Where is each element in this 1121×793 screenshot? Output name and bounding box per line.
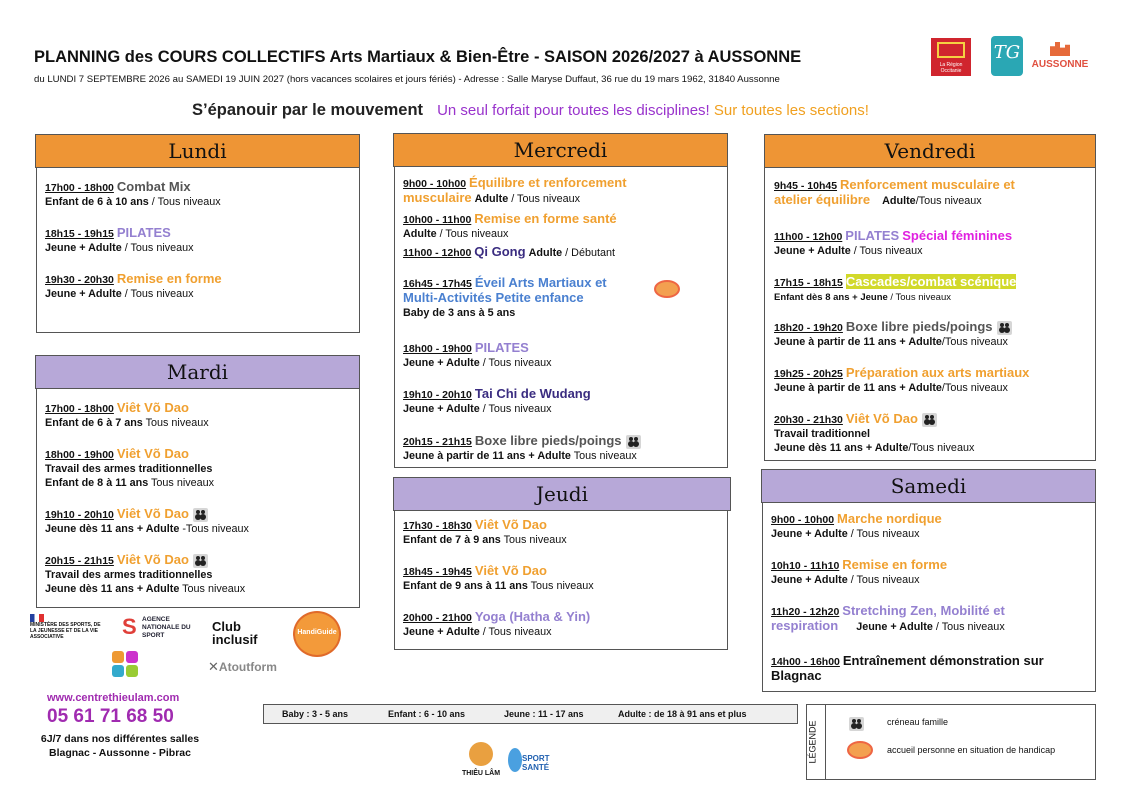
occitanie-logo: La Région Occitanie — [931, 38, 971, 76]
lundi-slot-3: 19h30 - 20h30 Remise en forme Jeune + Adulte / Tous niveaux — [45, 271, 222, 300]
mercredi-slot-5: 18h00 - 19h00 PILATES Jeune + Adulte / Tous niveaux — [403, 340, 552, 369]
ministere-logo: MINISTÈRE DES SPORTS, DE LA JEUNESSE ET DE LA VIE ASSOCIATIVE — [30, 614, 108, 640]
contact-line1: 6J/7 dans nos différentes salles — [40, 733, 200, 745]
mercredi-slot-2: 10h00 - 11h00 Remise en forme santé Adulte / Tous niveaux — [403, 211, 617, 240]
family-icon — [922, 413, 937, 427]
day-header-mardi: Mardi — [35, 355, 360, 389]
slogan-main: S’épanouir par le mouvement — [192, 101, 424, 119]
website[interactable]: www.centrethieulam.com — [47, 692, 180, 704]
jeudi-slot-3: 20h00 - 21h00 Yoga (Hatha & Yin) Jeune + Adulte / Tous niveaux — [403, 609, 591, 638]
jeudi-slot-2: 18h45 - 19h45 Viêt Võ Dao Enfant de 9 ans à 11 ans Tous niveaux — [403, 563, 594, 592]
samedi-slot-3: 11h20 - 12h20 Stretching Zen, Mobilité et respiration Jeune + Adulte / Tous niveaux — [771, 603, 1005, 633]
vendredi-slot-3: 17h15 - 18h15 Cascades/combat scénique Enfant dès 8 ans + Jeune / Tous niveaux — [774, 274, 1017, 303]
maison-sport-sante-logo: SPORT SANTÉ — [506, 744, 560, 784]
atoutform-logo: ✕Atoutform — [208, 659, 277, 674]
day-header-samedi: Samedi — [761, 469, 1096, 503]
vendredi-slot-6: 20h30 - 21h30 Viêt Võ Dao Travail traditionnel Jeune dès 11 ans + Adulte/Tous niveaux — [774, 411, 975, 455]
handicap-icon — [847, 741, 873, 759]
lundi-slot-1: 17h00 - 18h00 Combat Mix Enfant de 6 à 10 ans / Tous niveaux — [45, 179, 221, 208]
day-header-mercredi: Mercredi — [393, 133, 728, 167]
mercredi-slot-1: 9h00 - 10h00 Équilibre et renforcement musculaire Adulte / Tous niveaux — [403, 175, 627, 205]
age-baby: Baby : 3 - 5 ans — [282, 709, 349, 719]
vendredi-slot-5: 19h25 - 20h25 Préparation aux arts martiaux Jeune à partir de 11 ans + Adulte/Tous niveaux — [774, 365, 1030, 394]
page-subtitle: du LUNDI 7 SEPTEMBRE 2026 au SAMEDI 19 JUIN 2027 (hors vacances scolaires et jours fériés) - Adresse : Salle Maryse Duffaut, 36 rue du 19 mars 1962, 31840 Aussonne — [34, 74, 780, 85]
samedi-slot-4: 14h00 - 16h00 Entraînement démonstration sur Blagnac — [771, 653, 1044, 683]
slogan-part2: Sur toutes les sections! — [709, 102, 869, 119]
mercredi-slot-3: 11h00 - 12h00 Qi Gong Adulte / Débutant — [403, 244, 615, 259]
day-header-lundi: Lundi — [35, 134, 360, 168]
age-categories — [263, 704, 798, 724]
club-inclusif-logo: Club inclusif — [212, 619, 258, 647]
aussonne-logo: AUSSONNE — [1030, 40, 1090, 72]
page-title: PLANNING des COURS COLLECTIFS Arts Martiaux & Bien-Être - SAISON 2026/2027 à AUSSONNE — [34, 48, 802, 66]
mardi-slot-1: 17h00 - 18h00 Viêt Võ Dao Enfant de 6 à 7 ans Tous niveaux — [45, 400, 209, 429]
vendredi-slot-1: 9h45 - 10h45 Renforcement musculaire et atelier équilibre Adulte/Tous niveaux — [774, 177, 1015, 207]
mardi-slot-3: 19h10 - 20h10 Viêt Võ Dao Jeune dès 11 ans + Adulte -Tous niveaux — [45, 506, 249, 536]
day-header-jeudi: Jeudi — [393, 477, 731, 511]
age-jeune: Jeune : 11 - 17 ans — [504, 709, 584, 719]
samedi-slot-2: 10h10 - 11h10 Remise en forme Jeune + Adulte / Tous niveaux — [771, 557, 948, 586]
sport-culture-logo — [112, 651, 162, 681]
phone-number: 05 61 71 68 50 — [47, 706, 174, 727]
mardi-slot-2: 18h00 - 19h00 Viêt Võ Dao Travail des armes traditionnelles Enfant de 8 à 11 ans Tous niveaux — [45, 446, 215, 489]
vendredi-slot-2: 11h00 - 12h00 PILATES Spécial féminines Jeune + Adulte / Tous niveaux — [774, 228, 1013, 257]
jeudi-slot-1: 17h30 - 18h30 Viêt Võ Dao Enfant de 7 à 9 ans Tous niveaux — [403, 517, 567, 546]
thieulam-logo: THIÊU LÂM — [459, 742, 503, 784]
ans-logo: S AGENCE NATIONALE DU SPORT — [122, 614, 191, 639]
contact-line2: Blagnac - Aussonne - Pibrac — [49, 747, 191, 759]
family-icon — [193, 508, 208, 522]
mardi-slot-4: 20h15 - 21h15 Viêt Võ Dao Travail des armes traditionnelles Jeune dès 11 ans + Adulte Tous niveaux — [45, 552, 246, 596]
slogan — [192, 101, 869, 120]
samedi-slot-1: 9h00 - 10h00 Marche nordique Jeune + Adulte / Tous niveaux — [771, 511, 942, 540]
age-adulte: Adulte : de 18 à 91 ans et plus — [618, 709, 747, 719]
legend — [806, 704, 1096, 780]
handicap-icon — [654, 280, 680, 298]
family-icon — [849, 717, 864, 731]
legend-handicap: accueil personne en situation de handicap — [887, 745, 1056, 755]
slogan-part1: Un seul forfait pour toutes les disciplines! — [437, 102, 710, 119]
mercredi-slot-6: 19h10 - 20h10 Tai Chi de Wudang Jeune + Adulte / Tous niveaux — [403, 386, 591, 415]
tg-logo: TG — [991, 36, 1023, 76]
lundi-slot-2: 18h15 - 19h15 PILATES Jeune + Adulte / Tous niveaux — [45, 225, 194, 254]
legend-family: créneau famille — [887, 717, 949, 727]
age-enfant: Enfant : 6 - 10 ans — [388, 709, 466, 719]
legend-label: LÉGENDE — [807, 720, 818, 764]
mercredi-slot-4: 16h45 - 17h45 Éveil Arts Martiaux et Multi-Activités Petite enfance Baby de 3 ans à 5 ans — [403, 275, 607, 319]
vendredi-slot-4: 18h20 - 19h20 Boxe libre pieds/poings Jeune à partir de 11 ans + Adulte/Tous niveaux — [774, 320, 1012, 349]
family-icon — [997, 321, 1012, 335]
day-header-vendredi: Vendredi — [764, 134, 1096, 168]
family-icon — [626, 435, 641, 449]
handiguide-logo: HandiGuide — [293, 611, 341, 657]
mercredi-slot-7: 20h15 - 21h15 Boxe libre pieds/poings Jeune à partir de 11 ans + Adulte Tous niveaux — [403, 434, 641, 463]
family-icon — [193, 554, 208, 568]
